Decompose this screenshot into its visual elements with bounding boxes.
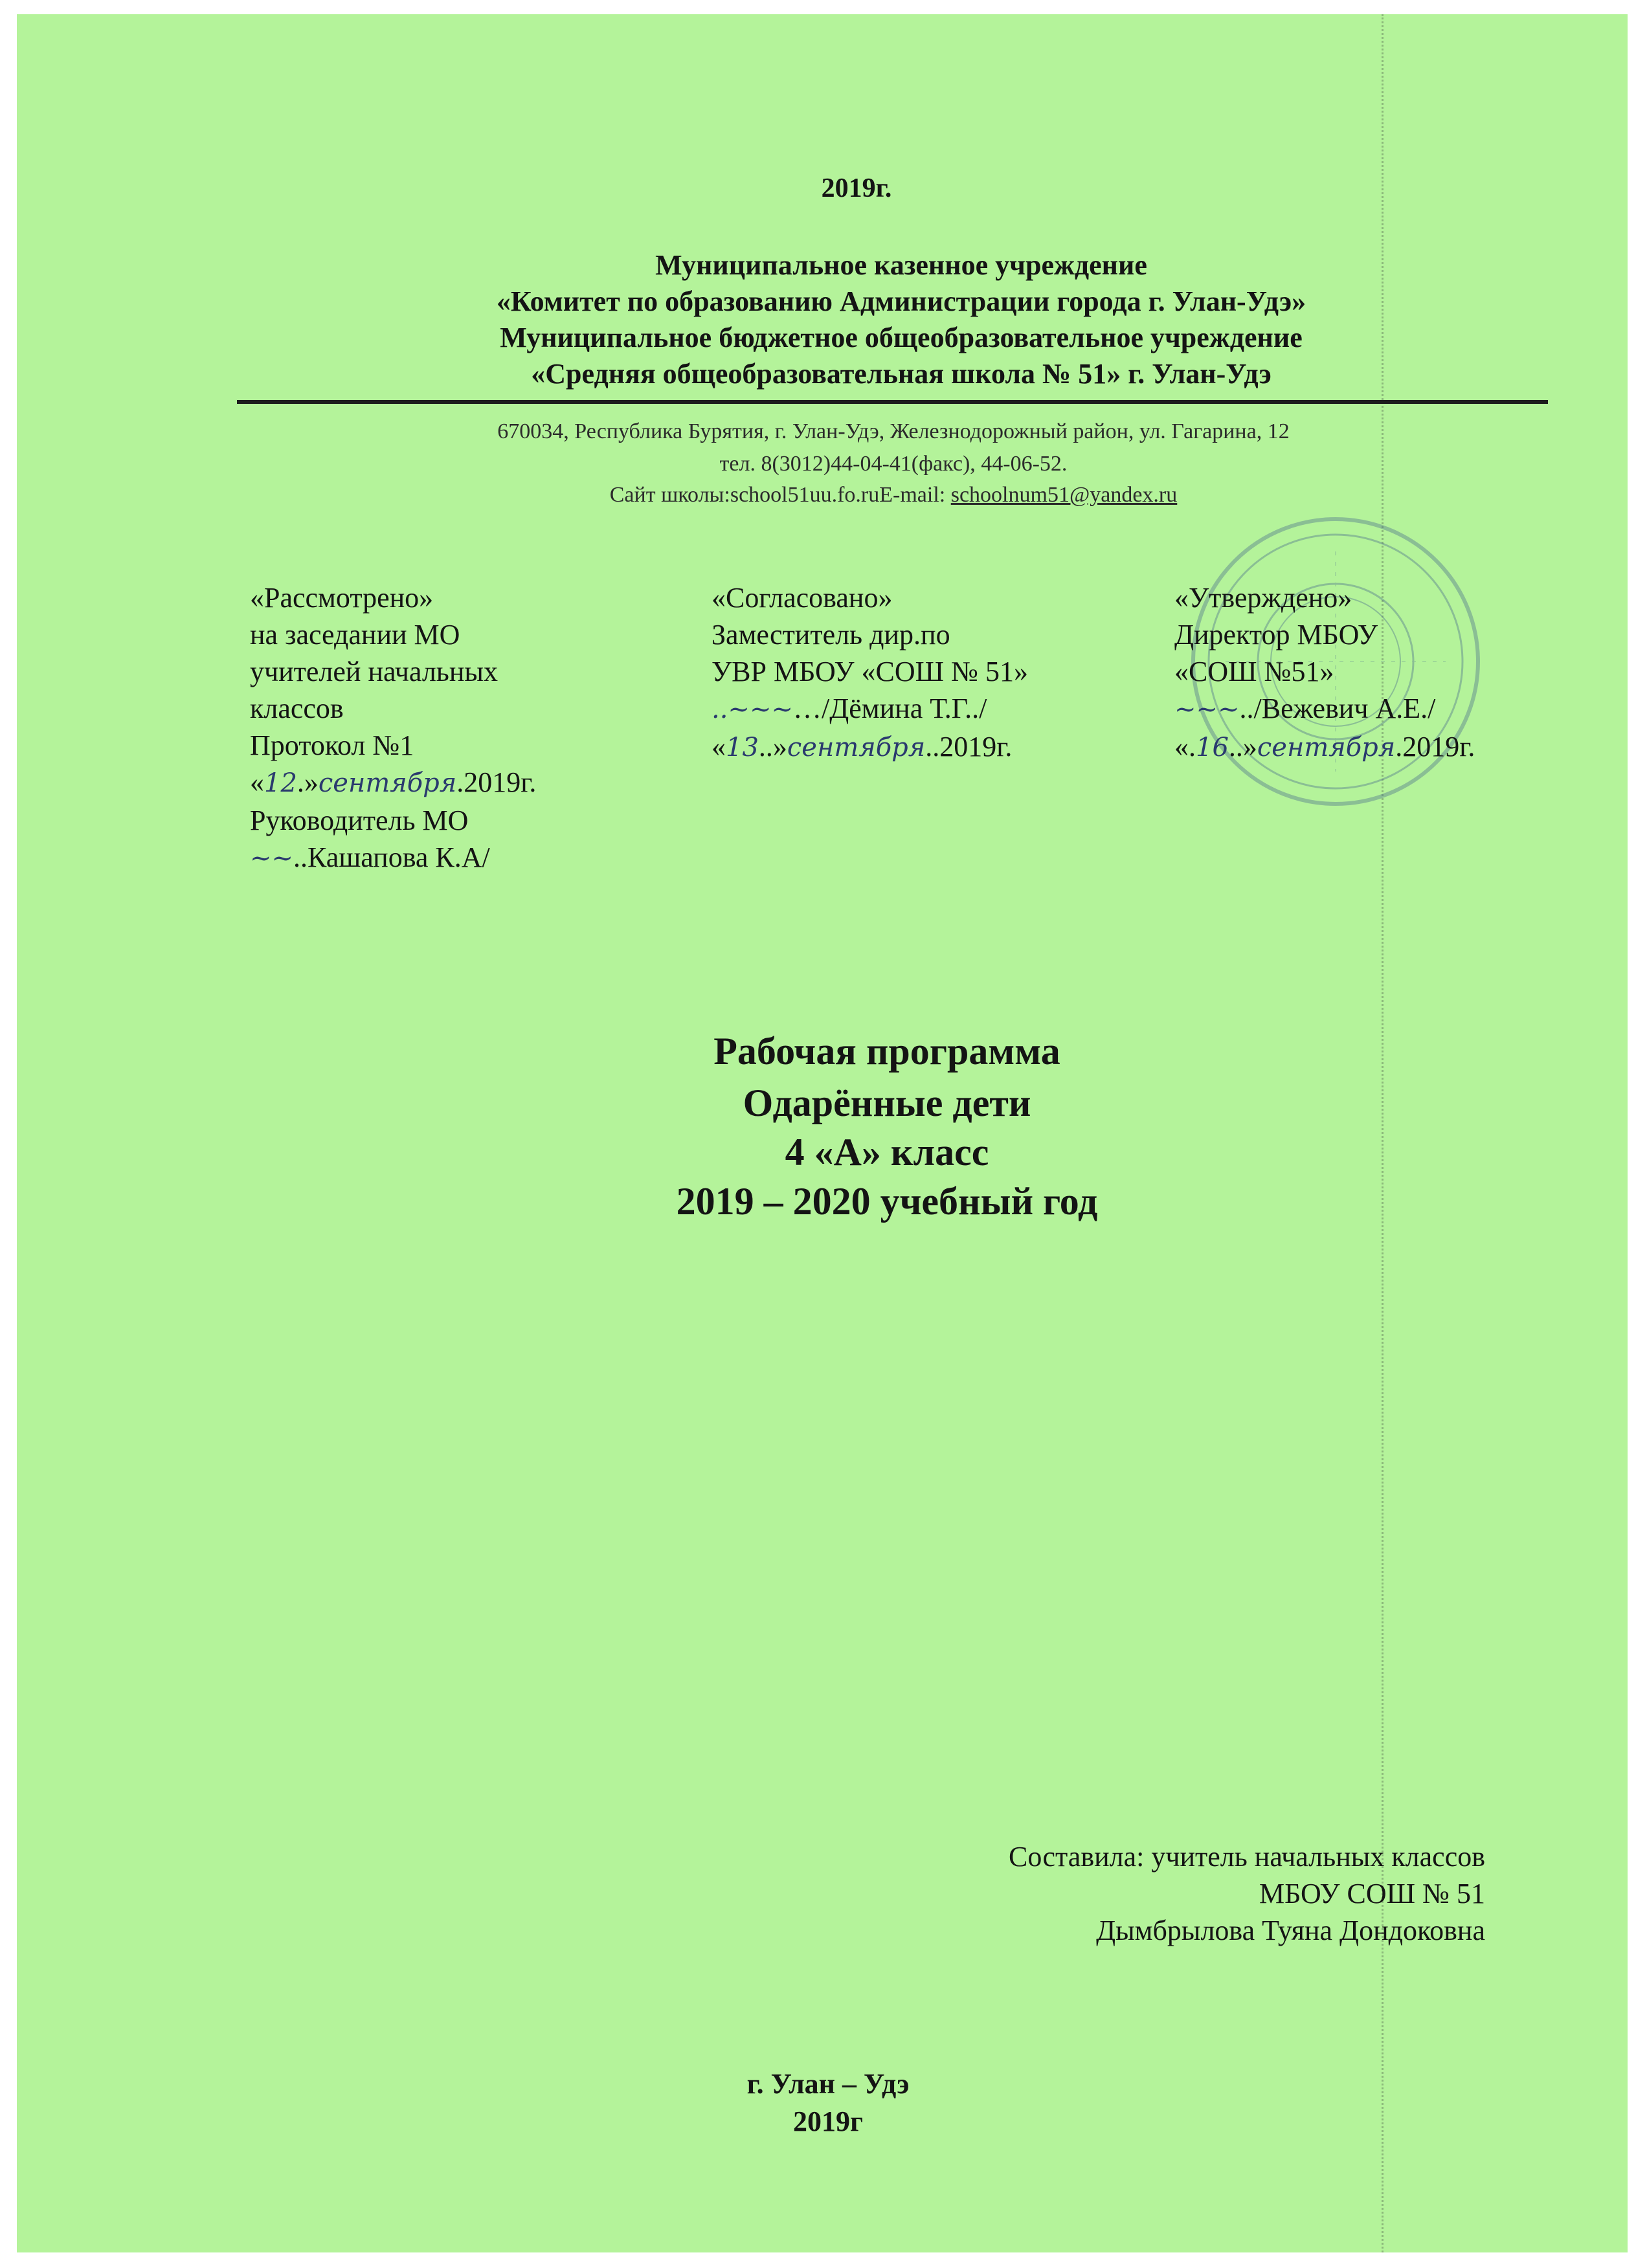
org-line-2: «Комитет по образованию Администрации города г. Улан-Удэ» (496, 285, 1306, 317)
school-site: Сайт школы:school51uu.fo.ruE-mail: (609, 483, 951, 507)
signature-mark: ..~~~ (711, 695, 793, 724)
handwritten-day: 16 (1196, 733, 1229, 762)
approved-line-1: Директор МБОУ (1174, 619, 1378, 650)
signer-name: ..Кашапова К.А/ (293, 841, 490, 873)
document-page (17, 14, 1628, 2252)
program-school-year: 2019 – 2020 учебный год (676, 1180, 1098, 1223)
author-role: Составила: учитель начальных классов (1009, 1841, 1485, 1873)
date-close: .2019г. (456, 766, 537, 798)
program-class: 4 «А» класс (785, 1131, 989, 1173)
handwritten-month: сентября (1257, 733, 1396, 762)
signer-name: ../Вежевич А.Е./ (1239, 693, 1436, 724)
date-close: ..2019г. (925, 731, 1013, 762)
handwritten-month: сентября (787, 733, 926, 762)
date-open: « (711, 731, 726, 762)
org-line-4: «Средняя общеобразовательная школа № 51» г. Улан-Удэ (531, 358, 1272, 390)
agreed-date (711, 728, 1028, 766)
signature-mark: ~~~ (1174, 695, 1240, 724)
signer-name: …/Дёмина Т.Г../ (792, 693, 987, 724)
date-open: «. (1174, 731, 1196, 762)
approval-agreed (711, 579, 1028, 766)
author-name: Дымбрылова Туяна Дондоковна (1096, 1915, 1485, 1946)
program-subtitle: Одарённые дети (743, 1082, 1031, 1124)
author-school: МБОУ СОШ № 51 (1259, 1878, 1485, 1909)
approved-date (1174, 728, 1475, 766)
reviewed-signer (250, 839, 536, 877)
agreed-line-1: Заместитель дир.по (711, 619, 950, 650)
agreed-line-2: УВР МБОУ «СОШ № 51» (711, 656, 1029, 687)
approved-line-2: «СОШ №51» (1174, 656, 1334, 687)
signature-mark: ~~ (250, 843, 294, 873)
approval-reviewed (250, 579, 536, 877)
reviewed-line-1: на заседании МО (250, 619, 460, 650)
reviewed-protocol: Протокол №1 (250, 729, 414, 761)
school-address: 670034, Республика Бурятия, г. Улан-Удэ, Железнодорожный район, ул. Гагарина, 12 (497, 419, 1290, 443)
approval-approved (1174, 579, 1475, 766)
school-contacts (610, 483, 1178, 507)
date-close: .2019г. (1395, 731, 1475, 762)
reviewed-title: «Рассмотрено» (250, 582, 434, 614)
approved-title: «Утверждено» (1174, 582, 1352, 614)
handwritten-day: 12 (264, 768, 297, 798)
reviewed-date (250, 764, 536, 802)
org-line-1: Муниципальное казенное учреждение (655, 249, 1147, 281)
school-phone: тел. 8(3012)44-04-41(факс), 44-06-52. (719, 452, 1068, 476)
date-mid: ..» (758, 731, 787, 762)
header-year: 2019г. (821, 173, 892, 203)
approved-signer (1174, 690, 1475, 728)
handwritten-day: 13 (726, 733, 759, 762)
date-open: « (250, 766, 264, 798)
reviewed-head-label: Руководитель МО (250, 805, 469, 836)
date-mid: .» (297, 766, 319, 798)
reviewed-line-2: учителей начальных (250, 656, 498, 687)
program-title: Рабочая программа (713, 1030, 1060, 1073)
footer-year: 2019г (793, 2106, 863, 2137)
agreed-title: «Согласовано» (711, 582, 893, 614)
school-email-link[interactable]: schoolnum51@yandex.ru (950, 483, 1178, 507)
header-divider (237, 400, 1548, 404)
footer-city: г. Улан – Удэ (746, 2068, 910, 2100)
author-block (1009, 1838, 1485, 1949)
date-mid: ..» (1228, 731, 1257, 762)
agreed-signer (711, 690, 1028, 728)
handwritten-month: сентября (318, 768, 457, 798)
reviewed-line-3: классов (250, 693, 344, 724)
org-line-3: Муниципальное бюджетное общеобразовательное учреждение (500, 322, 1303, 353)
